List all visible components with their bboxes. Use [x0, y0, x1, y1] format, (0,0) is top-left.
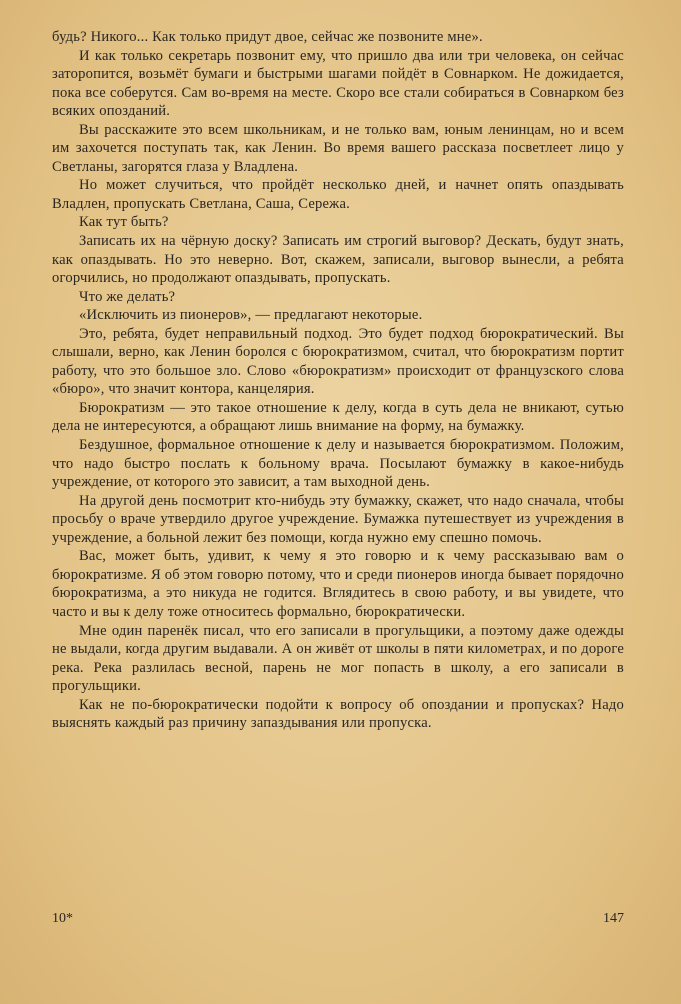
printer-signature-mark: 10* [52, 911, 73, 926]
paragraph: Мне один паренёк писал, что его записали в прогульщики, а поэтому даже одежды не выдали, когда другим выдавали. А он живёт от школы в пяти километрах, и по дороге река. Река разлилась весной, парень не мог попасть в школу, а его записали в прогульщики. [52, 622, 624, 695]
page-number: 147 [603, 911, 624, 926]
main-text [52, 28, 624, 733]
paragraph: Бездушное, формальное отношение к делу и называется бюрократизмом. Положим, что надо быстро послать к больному врача. Посылают бумажку в какое-нибудь учреждение, от которого это зависит, а там выходной день. [52, 437, 624, 491]
paragraph: И как только секретарь позвонит ему, что пришло два или три человека, он сейчас заторопится, возьмёт бумаги и быстрыми шагами пойдёт в Совнарком. Не дожидается, пока все соберутся. Сам во-время на месте. Скоро все стали собираться в Совнарком без всяких опозданий. [52, 47, 624, 120]
paragraph: Это, ребята, будет неправильный подход. Это будет подход бюрократический. Вы слышали, верно, как Ленин боролся с бюрократизмом, считал, что бюрократизм портит работу, что это большое зло. Слово «бюрократизм» происходит от французского слова «бюро», что значит контора, канцелярия. [52, 325, 624, 398]
paragraph: Бюрократизм — это такое отношение к делу, когда в суть дела не вникают, сутью дела не интересуются, а обращают лишь внимание на форму, на бумажку. [52, 399, 624, 435]
paragraph: Записать их на чёрную доску? Записать им строгий выговор? Дескать, будут знать, как опаздывать. Но это неверно. Вот, скажем, записали, выговор вынесли, а ребята огорчились, но продолжают опаздывать, пропускать. [52, 233, 624, 287]
paragraph: На другой день посмотрит кто-нибудь эту бумажку, скажет, что надо сначала, чтобы просьбу о враче утвердило другое учреждение. Бумажка путешествует из учреждения в учреждение, а больной лежит без помощи, когда нужно ему спешно помочь. [52, 492, 624, 546]
paragraph: Но может случиться, что пройдёт несколько дней, и начнет опять опаздывать Владлен, пропускать Светлана, Саша, Сережа. [52, 177, 624, 212]
paragraph: будь? Никого... Как только придут двое, сейчас же позвоните мне». [52, 29, 483, 45]
paragraph: «Исключить из пионеров», — предлагают некоторые. [79, 307, 423, 324]
paragraph: Как не по-бюрократически подойти к вопросу об опоздании и пропусках? Надо выяснять каждый раз причину запаздывания или пропуска. [52, 696, 624, 732]
paragraph: Как тут быть? [79, 214, 169, 231]
paragraph: Вы расскажите это всем школьникам, и не только вам, юным ленинцам, но и всем им захочется поступать так, как Ленин. Во время вашего рассказа посветлеет лицо у Светланы, загорятся глаза у Владлена. [52, 121, 624, 175]
page-footer [52, 911, 624, 931]
paragraph: Что же делать? [79, 288, 176, 305]
paragraph: Вас, может быть, удивит, к чему я это говорю и к чему рассказываю вам о бюрократизме. Я об этом говорю потому, что и среди пионеров иногда бывает порядочно бюрократизма, а это никуда не годится. Вглядитесь в свою работу, и вы увидете, что часто и вы к делу тоже относитесь формально, бюрократически. [52, 548, 624, 620]
